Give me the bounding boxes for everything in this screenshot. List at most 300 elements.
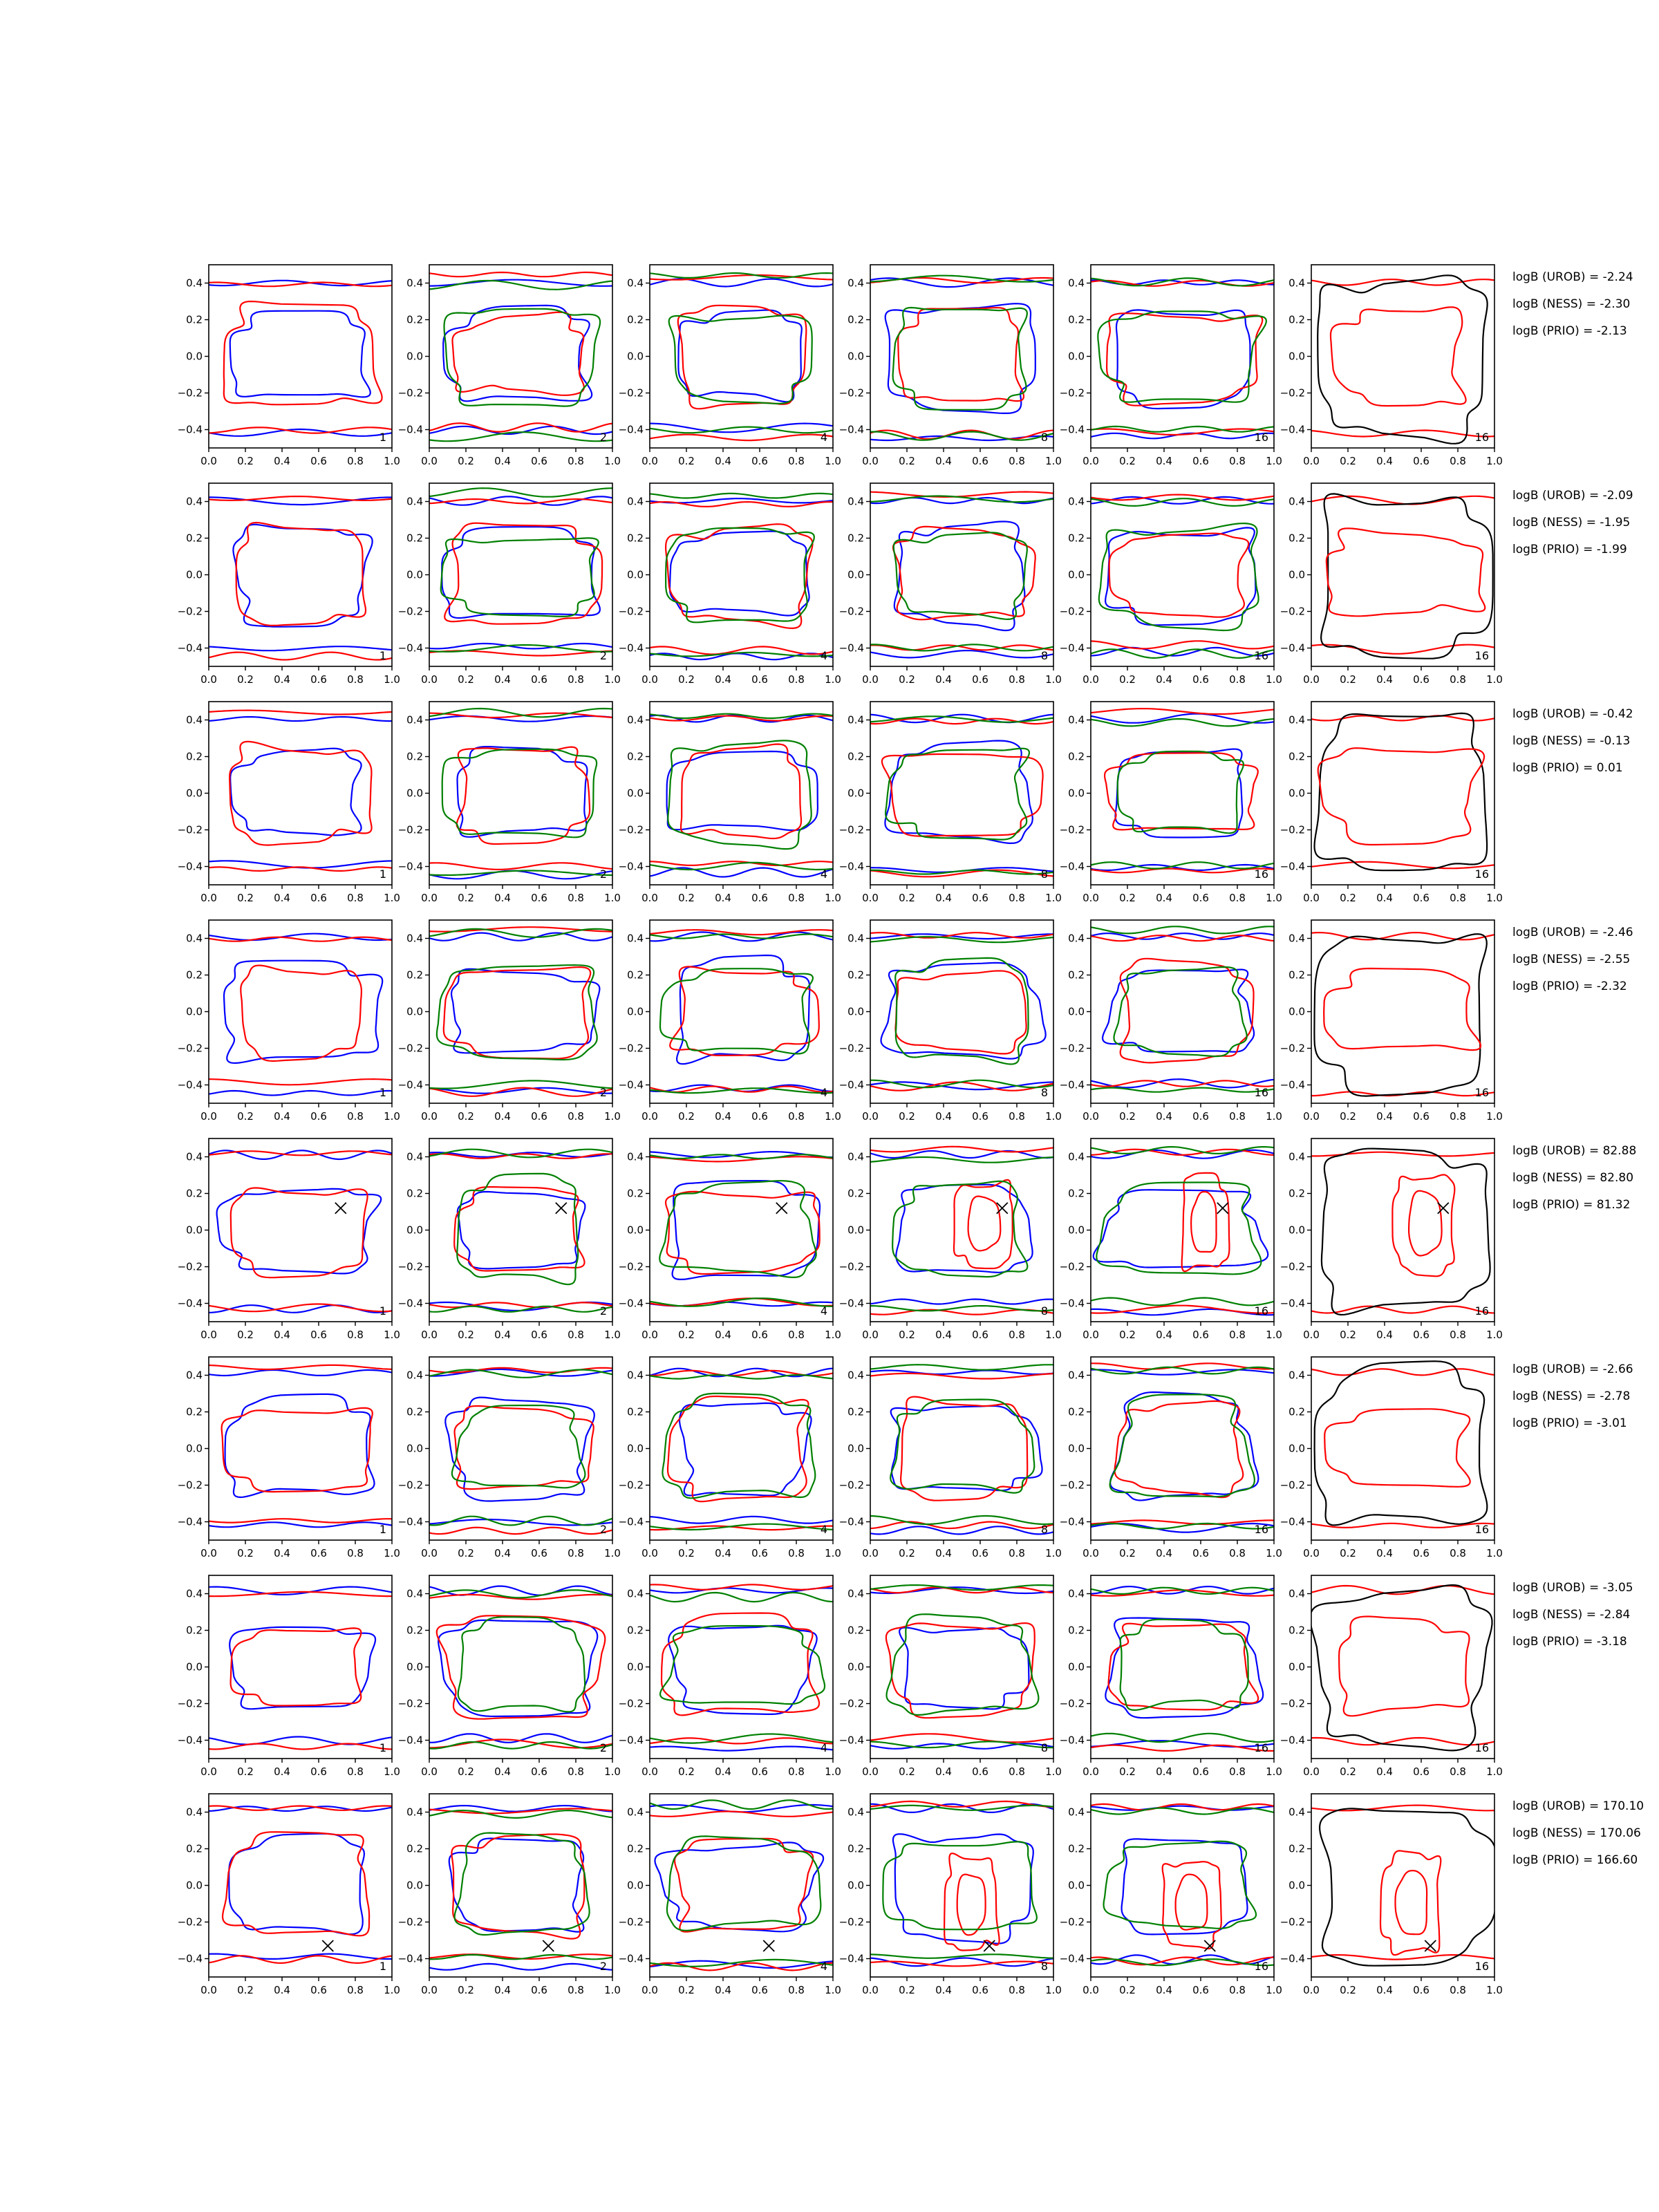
- contour-band: [867, 650, 1058, 657]
- logb-annotation: logB (NESS) = -1.95: [1512, 516, 1631, 529]
- logb-annotation: logB (PRIO) = -3.18: [1512, 1635, 1627, 1649]
- x-tick-label: 0.4: [494, 1984, 511, 1996]
- y-tick-label: 0.0: [406, 350, 423, 363]
- y-tick-label: 0.4: [186, 932, 203, 945]
- x-tick-label: 0.8: [568, 1765, 584, 1778]
- contour-line: [892, 1181, 1027, 1277]
- x-tick-label: 0.8: [1450, 455, 1466, 467]
- y-tick-label: −0.4: [177, 1952, 203, 1965]
- contour-line: [1318, 275, 1487, 444]
- y-tick-label: −0.2: [397, 1260, 423, 1273]
- x-tick-label: 0.2: [1340, 673, 1356, 686]
- y-tick-label: −0.2: [177, 1697, 203, 1710]
- y-tick-label: −0.4: [177, 1734, 203, 1747]
- contour-lines: [646, 273, 837, 440]
- contour-lines: [205, 1150, 396, 1312]
- x-tick-label: 0.6: [751, 1110, 768, 1123]
- x-tick-label: 0.0: [200, 673, 217, 686]
- contour-lines: [867, 276, 1058, 440]
- x-tick-label: 0.2: [899, 892, 915, 904]
- contour-panel-r6-c6: [1280, 1357, 1503, 1559]
- contour-lines: [646, 1584, 837, 1750]
- contour-lines: [867, 1365, 1058, 1534]
- contour-line: [954, 1180, 1013, 1268]
- x-tick-label: 0.8: [788, 1329, 805, 1341]
- contour-lines: [646, 1369, 837, 1530]
- panel-corner-label: 1: [379, 1523, 386, 1536]
- logb-annotation: logB (NESS) = 170.06: [1512, 1826, 1641, 1840]
- x-tick-label: 0.4: [1156, 1765, 1172, 1778]
- x-tick-label: 0.8: [1229, 1547, 1246, 1559]
- y-tick-label: −0.2: [1059, 1479, 1085, 1492]
- contour-band: [205, 1091, 396, 1096]
- y-tick-label: 0.2: [847, 1624, 864, 1637]
- x-tick-label: 0.8: [1229, 1984, 1246, 1996]
- y-tick-label: 0.4: [627, 1587, 644, 1600]
- x-tick-label: 0.0: [200, 455, 217, 467]
- y-tick-label: 0.2: [186, 750, 203, 763]
- x-tick-label: 0.2: [678, 1110, 695, 1123]
- y-tick-label: −0.2: [838, 1042, 864, 1055]
- x-tick-label: 1.0: [1486, 1547, 1503, 1559]
- contour-band: [646, 1593, 837, 1602]
- x-tick-label: 0.0: [862, 1110, 879, 1123]
- y-tick-label: 0.2: [406, 313, 423, 326]
- panel-corner-label: 4: [820, 1960, 827, 1973]
- panel-corner-label: 1: [379, 1741, 386, 1754]
- panel-corner-label: 16: [1474, 1086, 1489, 1099]
- x-tick-label: 0.2: [1340, 1110, 1356, 1123]
- x-tick-label: 1.0: [604, 1329, 621, 1341]
- y-tick-label: 0.2: [1288, 1187, 1305, 1200]
- x-tick-label: 1.0: [1486, 1765, 1503, 1778]
- x-tick-label: 0.8: [568, 1110, 584, 1123]
- x-tick-label: 1.0: [384, 1547, 400, 1559]
- y-tick-label: 0.2: [186, 1624, 203, 1637]
- x-tick-label: 0.2: [237, 673, 254, 686]
- x-tick-label: 0.8: [1009, 1984, 1025, 1996]
- y-tick-label: 0.4: [627, 1150, 644, 1163]
- x-tick-label: 0.2: [1340, 1547, 1356, 1559]
- y-tick-label: −0.4: [397, 1297, 423, 1310]
- x-tick-label: 1.0: [825, 1110, 841, 1123]
- y-tick-label: −0.4: [1059, 1515, 1085, 1528]
- x-tick-label: 1.0: [604, 673, 621, 686]
- x-tick-label: 0.0: [421, 1547, 438, 1559]
- contour-band: [1308, 1586, 1499, 1594]
- x-tick-label: 0.0: [200, 1110, 217, 1123]
- y-tick-label: −0.4: [177, 1297, 203, 1310]
- contour-lines: [1308, 932, 1499, 1096]
- x-tick-label: 0.4: [935, 1329, 952, 1341]
- y-tick-label: 0.0: [406, 787, 423, 800]
- y-tick-label: −0.2: [1280, 1042, 1305, 1055]
- contour-panel-r5-c1: [178, 1138, 400, 1341]
- panel-corner-label: 16: [1254, 1304, 1268, 1318]
- x-tick-label: 1.0: [1266, 1765, 1282, 1778]
- x-tick-label: 0.0: [1082, 673, 1099, 686]
- y-tick-label: 0.0: [1068, 1879, 1085, 1892]
- x-tick-label: 0.2: [1119, 1329, 1136, 1341]
- y-tick-label: 0.0: [627, 1660, 644, 1674]
- x-tick-label: 0.0: [1082, 1329, 1099, 1341]
- contour-line: [1191, 1192, 1217, 1252]
- y-tick-label: 0.4: [627, 1369, 644, 1382]
- y-tick-label: −0.2: [838, 1697, 864, 1710]
- x-tick-label: 0.8: [788, 1765, 805, 1778]
- y-tick-label: −0.2: [397, 386, 423, 400]
- x-tick-label: 1.0: [825, 1547, 841, 1559]
- contour-lines: [1308, 494, 1499, 658]
- contour-lines: [426, 709, 617, 879]
- y-tick-label: 0.4: [406, 276, 423, 290]
- x-tick-label: 0.6: [1413, 1547, 1430, 1559]
- x-tick-label: 1.0: [1045, 1765, 1062, 1778]
- x-tick-label: 0.8: [347, 1984, 364, 1996]
- axes-frame: [650, 1575, 833, 1759]
- x-tick-label: 0.2: [237, 1765, 254, 1778]
- y-tick-label: 0.4: [627, 1806, 644, 1819]
- contour-line: [883, 1841, 1037, 1929]
- contour-line: [1392, 1175, 1454, 1277]
- contour-panel-r1-c6: [1280, 265, 1503, 467]
- y-tick-label: −0.2: [1280, 823, 1305, 836]
- contour-band: [426, 488, 617, 497]
- y-tick-label: −0.2: [838, 823, 864, 836]
- x-tick-label: 1.0: [825, 673, 841, 686]
- y-tick-label: −0.2: [1059, 605, 1085, 618]
- contour-line: [668, 1396, 809, 1501]
- contour-lines: [1087, 1586, 1278, 1751]
- contour-band: [205, 711, 396, 715]
- panel-corner-label: 4: [820, 868, 827, 881]
- x-tick-label: 0.0: [421, 1329, 438, 1341]
- x-tick-label: 1.0: [384, 1984, 400, 1996]
- y-tick-label: 0.2: [627, 968, 644, 982]
- logb-annotation: logB (UROB) = 170.10: [1512, 1799, 1644, 1813]
- y-tick-label: 0.4: [627, 713, 644, 727]
- contour-lines: [205, 1587, 396, 1750]
- x-tick-label: 0.0: [1303, 892, 1320, 904]
- y-tick-label: −0.4: [1059, 1952, 1085, 1965]
- panel-corner-label: 8: [1040, 1086, 1048, 1099]
- x-tick-label: 1.0: [1486, 455, 1503, 467]
- panel-corner-label: 2: [599, 1960, 607, 1973]
- figure-row-8: [178, 1794, 1644, 1996]
- x-tick-label: 0.4: [1156, 1110, 1172, 1123]
- contour-band: [1087, 935, 1278, 941]
- x-tick-label: 0.0: [641, 892, 658, 904]
- contour-line: [1315, 1361, 1488, 1525]
- y-tick-label: 0.2: [1068, 1624, 1085, 1637]
- y-tick-label: 0.2: [1068, 1405, 1085, 1418]
- x-tick-label: 0.6: [972, 1329, 988, 1341]
- x-tick-label: 0.0: [200, 892, 217, 904]
- x-tick-label: 1.0: [604, 1110, 621, 1123]
- x-tick-label: 0.8: [568, 1984, 584, 1996]
- contour-band: [426, 716, 617, 722]
- y-tick-label: 0.0: [847, 1224, 864, 1237]
- x-tick-label: 0.4: [274, 455, 290, 467]
- y-tick-label: −0.4: [397, 1734, 423, 1747]
- contour-band: [646, 1734, 837, 1743]
- contour-panel-r5-c3: [619, 1138, 841, 1341]
- x-tick-label: 0.8: [1450, 892, 1466, 904]
- panel-corner-label: 8: [1040, 1523, 1048, 1536]
- y-tick-label: 0.4: [847, 932, 864, 945]
- y-tick-label: −0.4: [397, 423, 423, 436]
- x-tick-label: 0.6: [1192, 455, 1209, 467]
- contour-band: [646, 935, 837, 939]
- marker-x: [543, 1940, 554, 1951]
- y-tick-label: 0.0: [186, 350, 203, 363]
- contour-band: [1308, 1152, 1499, 1156]
- x-tick-label: 0.6: [531, 455, 547, 467]
- contour-panel-r4-c1: [178, 920, 400, 1123]
- contour-panel-r3-c2: [398, 702, 621, 904]
- y-tick-label: 0.4: [847, 1369, 864, 1382]
- axes-frame: [1091, 1794, 1274, 1977]
- x-tick-label: 1.0: [1045, 673, 1062, 686]
- x-tick-label: 0.2: [458, 1547, 474, 1559]
- y-tick-label: 0.0: [627, 350, 644, 363]
- x-tick-label: 1.0: [825, 1984, 841, 1996]
- y-tick-label: 0.2: [847, 313, 864, 326]
- y-tick-label: −0.4: [838, 860, 864, 873]
- contour-lines: [1308, 1585, 1499, 1750]
- contour-lines: [205, 496, 396, 659]
- contour-panel-r2-c6: [1280, 483, 1503, 686]
- contour-line: [233, 525, 372, 627]
- y-tick-label: 0.4: [1288, 713, 1305, 727]
- contour-lines: [426, 488, 617, 655]
- panel-corner-label: 1: [379, 431, 386, 444]
- x-tick-label: 1.0: [384, 1110, 400, 1123]
- contour-band: [646, 1517, 837, 1524]
- y-tick-label: 0.2: [1288, 313, 1305, 326]
- contour-line: [1182, 1173, 1230, 1271]
- x-tick-label: 0.4: [1156, 892, 1172, 904]
- x-tick-label: 1.0: [1266, 1329, 1282, 1341]
- x-tick-label: 0.6: [1192, 1984, 1209, 1996]
- x-tick-label: 0.4: [715, 1110, 731, 1123]
- x-tick-label: 0.8: [1450, 1765, 1466, 1778]
- x-tick-label: 0.0: [421, 1765, 438, 1778]
- y-tick-label: −0.2: [397, 1479, 423, 1492]
- x-tick-label: 0.0: [200, 1547, 217, 1559]
- x-tick-label: 0.6: [751, 1329, 768, 1341]
- x-tick-label: 0.0: [1082, 892, 1099, 904]
- contour-band: [1308, 932, 1499, 939]
- contour-line: [898, 308, 1024, 401]
- x-tick-label: 0.2: [899, 1547, 915, 1559]
- x-tick-label: 0.4: [715, 892, 731, 904]
- contour-panel-r1-c2: [398, 265, 621, 467]
- y-tick-label: −0.2: [177, 386, 203, 400]
- y-tick-label: 0.4: [1288, 1369, 1305, 1382]
- x-tick-label: 0.8: [1450, 1329, 1466, 1341]
- y-tick-label: 0.0: [406, 1879, 423, 1892]
- x-tick-label: 0.2: [1119, 892, 1136, 904]
- x-tick-label: 0.2: [678, 455, 695, 467]
- contour-band: [1308, 1806, 1499, 1811]
- contour-band: [646, 494, 837, 498]
- y-tick-label: −0.4: [1280, 641, 1305, 655]
- contour-line: [229, 1834, 364, 1935]
- x-tick-label: 0.4: [494, 1765, 511, 1778]
- y-tick-label: −0.2: [1280, 1697, 1305, 1710]
- x-tick-label: 0.6: [1192, 892, 1209, 904]
- x-tick-label: 1.0: [604, 1984, 621, 1996]
- axes-frame: [429, 920, 612, 1103]
- y-tick-label: 0.4: [1288, 495, 1305, 508]
- x-tick-label: 0.4: [274, 1547, 290, 1559]
- x-tick-label: 0.4: [1376, 1329, 1393, 1341]
- x-tick-label: 1.0: [384, 455, 400, 467]
- panel-corner-label: 4: [820, 1741, 827, 1754]
- x-tick-label: 0.2: [899, 455, 915, 467]
- x-tick-label: 0.8: [1450, 1110, 1466, 1123]
- x-tick-label: 0.2: [458, 673, 474, 686]
- contour-lines: [1087, 1147, 1278, 1315]
- x-tick-label: 0.4: [274, 1110, 290, 1123]
- x-tick-label: 0.6: [531, 892, 547, 904]
- y-tick-label: 0.2: [1068, 1187, 1085, 1200]
- y-tick-label: 0.4: [847, 713, 864, 727]
- y-tick-label: −0.2: [618, 605, 644, 618]
- y-tick-label: 0.0: [1288, 350, 1305, 363]
- contour-line: [1331, 307, 1466, 406]
- contour-line: [1320, 1808, 1497, 1965]
- y-tick-label: −0.4: [1280, 1078, 1305, 1091]
- contour-line: [899, 1628, 1029, 1709]
- x-tick-label: 1.0: [604, 1547, 621, 1559]
- y-tick-label: −0.2: [1059, 1697, 1085, 1710]
- x-tick-label: 0.0: [421, 673, 438, 686]
- contour-panel-r6-c3: [619, 1357, 841, 1559]
- contour-panel-r1-c1: [178, 265, 400, 467]
- x-tick-label: 0.6: [1413, 892, 1430, 904]
- y-tick-label: 0.4: [1068, 276, 1085, 290]
- x-tick-label: 0.6: [310, 1110, 327, 1123]
- y-tick-label: 0.0: [1068, 787, 1085, 800]
- y-tick-label: 0.2: [1288, 750, 1305, 763]
- x-tick-label: 0.2: [1119, 455, 1136, 467]
- y-tick-label: 0.4: [406, 1369, 423, 1382]
- contour-line: [1314, 934, 1486, 1096]
- marker-x: [776, 1203, 787, 1214]
- x-tick-label: 0.6: [531, 1765, 547, 1778]
- contour-panel-r1-c3: [619, 265, 841, 467]
- panel-corner-label: 4: [820, 1523, 827, 1536]
- panel-corner-label: 1: [379, 1086, 386, 1099]
- contour-band: [867, 1147, 1058, 1152]
- y-tick-label: −0.2: [397, 1042, 423, 1055]
- x-tick-label: 0.4: [1376, 1110, 1393, 1123]
- x-tick-label: 0.0: [1303, 1984, 1320, 1996]
- contour-band: [1308, 1369, 1499, 1375]
- contour-line: [1176, 1875, 1208, 1930]
- x-tick-label: 0.0: [1082, 1765, 1099, 1778]
- y-tick-label: −0.2: [1280, 605, 1305, 618]
- y-tick-label: 0.4: [186, 276, 203, 290]
- x-tick-label: 0.0: [862, 1765, 879, 1778]
- contour-line: [957, 1875, 986, 1936]
- y-tick-label: −0.2: [177, 823, 203, 836]
- contour-line: [1324, 1409, 1470, 1487]
- contour-band: [1087, 641, 1278, 648]
- y-tick-label: 0.4: [186, 495, 203, 508]
- y-tick-label: 0.2: [406, 1624, 423, 1637]
- contour-band: [205, 1587, 396, 1595]
- y-tick-label: 0.2: [627, 532, 644, 545]
- y-tick-label: 0.2: [186, 968, 203, 982]
- y-tick-label: 0.2: [627, 750, 644, 763]
- y-tick-label: −0.4: [1059, 423, 1085, 436]
- contour-band: [646, 1747, 837, 1751]
- panel-corner-label: 8: [1040, 868, 1048, 881]
- x-tick-label: 0.6: [751, 455, 768, 467]
- y-tick-label: 0.4: [847, 1150, 864, 1163]
- y-tick-label: 0.4: [847, 495, 864, 508]
- y-tick-label: 0.4: [406, 1806, 423, 1819]
- x-tick-label: 1.0: [384, 1329, 400, 1341]
- x-tick-label: 0.4: [1376, 673, 1393, 686]
- panel-corner-label: 1: [379, 1304, 386, 1318]
- y-tick-label: 0.4: [1068, 713, 1085, 727]
- y-tick-label: 0.0: [186, 1660, 203, 1674]
- x-tick-label: 0.8: [1229, 1765, 1246, 1778]
- x-tick-label: 1.0: [384, 673, 400, 686]
- y-tick-label: −0.2: [618, 1479, 644, 1492]
- axes-frame: [429, 265, 612, 448]
- x-tick-label: 0.4: [935, 1984, 952, 1996]
- logb-annotation: logB (NESS) = -2.78: [1512, 1389, 1631, 1403]
- y-tick-label: 0.0: [1288, 1005, 1305, 1018]
- y-tick-label: −0.4: [838, 423, 864, 436]
- y-tick-label: 0.0: [1288, 1660, 1305, 1674]
- y-tick-label: 0.0: [627, 1005, 644, 1018]
- x-tick-label: 0.4: [715, 1547, 731, 1559]
- contour-panel-r6-c5: [1060, 1357, 1282, 1559]
- x-tick-label: 0.0: [1303, 1329, 1320, 1341]
- x-tick-label: 1.0: [604, 892, 621, 904]
- contour-line: [891, 1406, 1042, 1490]
- x-tick-label: 0.2: [1340, 455, 1356, 467]
- x-tick-label: 0.4: [935, 455, 952, 467]
- x-tick-label: 0.4: [274, 1984, 290, 1996]
- y-tick-label: −0.4: [397, 860, 423, 873]
- y-tick-label: −0.2: [397, 1697, 423, 1710]
- x-tick-label: 0.8: [788, 1110, 805, 1123]
- x-tick-label: 1.0: [1045, 455, 1062, 467]
- x-tick-label: 0.8: [788, 673, 805, 686]
- y-tick-label: 0.0: [847, 1442, 864, 1455]
- y-tick-label: 0.2: [847, 968, 864, 982]
- x-tick-label: 0.6: [1413, 455, 1430, 467]
- contour-panel-r3-c1: [178, 702, 400, 904]
- logb-annotation: logB (NESS) = -2.30: [1512, 297, 1631, 311]
- contour-band: [867, 1306, 1058, 1311]
- contour-lines: [867, 492, 1058, 658]
- panel-corner-label: 1: [379, 1960, 386, 1973]
- y-tick-label: 0.4: [1288, 1806, 1305, 1819]
- logb-annotation: logB (UROB) = -2.66: [1512, 1362, 1633, 1376]
- axes-frame: [870, 702, 1053, 885]
- x-tick-label: 0.4: [274, 673, 290, 686]
- contour-line: [451, 969, 599, 1053]
- panel-corner-label: 16: [1254, 431, 1268, 444]
